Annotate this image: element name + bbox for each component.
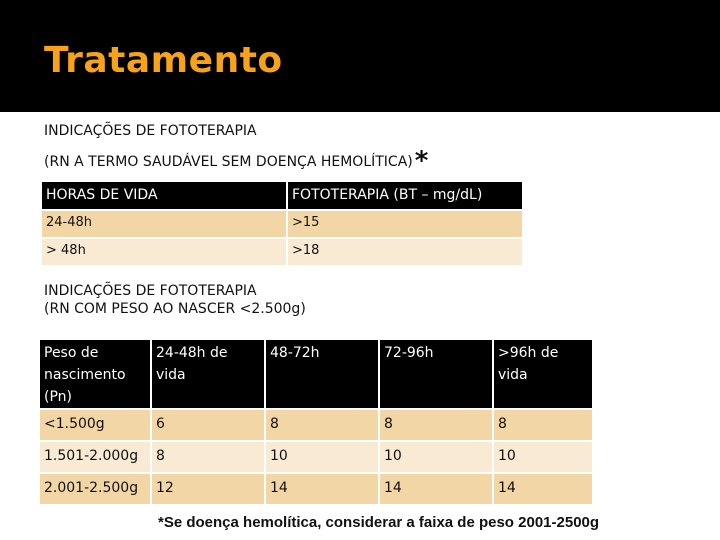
table-row	[39, 473, 593, 505]
header-cell: >96h de vida	[493, 339, 593, 409]
section2-heading-line1: INDICAÇÕES DE FOTOTERAPIA	[44, 283, 257, 299]
table-cell: 14	[379, 473, 493, 505]
header-cell: Peso de nascimento (Pn)	[39, 339, 151, 409]
table-cell: >18	[287, 238, 523, 266]
table-cell: 2.001-2.500g	[39, 473, 151, 505]
phototherapy-term-table	[40, 180, 524, 267]
section1-heading-line2	[44, 146, 429, 176]
section2-heading-line2: (RN COM PESO AO NASCER <2.500g)	[44, 301, 306, 317]
table-row	[41, 238, 523, 266]
table-row	[39, 441, 593, 473]
section1-heading-line1: INDICAÇÕES DE FOTOTERAPIA	[44, 123, 257, 139]
table-cell: 12	[151, 473, 265, 505]
slide-title: Tratamento	[44, 40, 283, 81]
header-cell: FOTOTERAPIA (BT – mg/dL)	[287, 181, 523, 210]
table-cell: 8	[151, 441, 265, 473]
asterisk-mark: *	[414, 146, 429, 176]
header-cell: 24-48h de vida	[151, 339, 265, 409]
table-cell: 10	[265, 441, 379, 473]
phototherapy-weight-table	[38, 338, 594, 506]
table-cell: > 48h	[41, 238, 287, 266]
title-band	[0, 0, 720, 112]
table-header-row	[39, 339, 593, 409]
table-row	[41, 210, 523, 238]
table-cell: 10	[493, 441, 593, 473]
section1-heading-text: (RN A TERMO SAUDÁVEL SEM DOENÇA HEMOLÍTICA)	[44, 154, 413, 170]
table-cell: 6	[151, 409, 265, 441]
table-cell: 8	[265, 409, 379, 441]
header-cell: 48-72h	[265, 339, 379, 409]
table-cell: 1.501-2.000g	[39, 441, 151, 473]
footnote: *Se doença hemolítica, considerar a faixa de peso 2001-2500g	[158, 514, 600, 531]
table-header-row	[41, 181, 523, 210]
section2-heading	[44, 282, 306, 318]
table-cell: 14	[493, 473, 593, 505]
table-cell: <1.500g	[39, 409, 151, 441]
table-cell: 8	[379, 409, 493, 441]
table-cell: >15	[287, 210, 523, 238]
table-cell: 8	[493, 409, 593, 441]
table-cell: 14	[265, 473, 379, 505]
table-row	[39, 409, 593, 441]
table-cell: 24-48h	[41, 210, 287, 238]
table-cell: 10	[379, 441, 493, 473]
header-cell: 72-96h	[379, 339, 493, 409]
header-cell: HORAS DE VIDA	[41, 181, 287, 210]
slide-content	[0, 112, 720, 540]
